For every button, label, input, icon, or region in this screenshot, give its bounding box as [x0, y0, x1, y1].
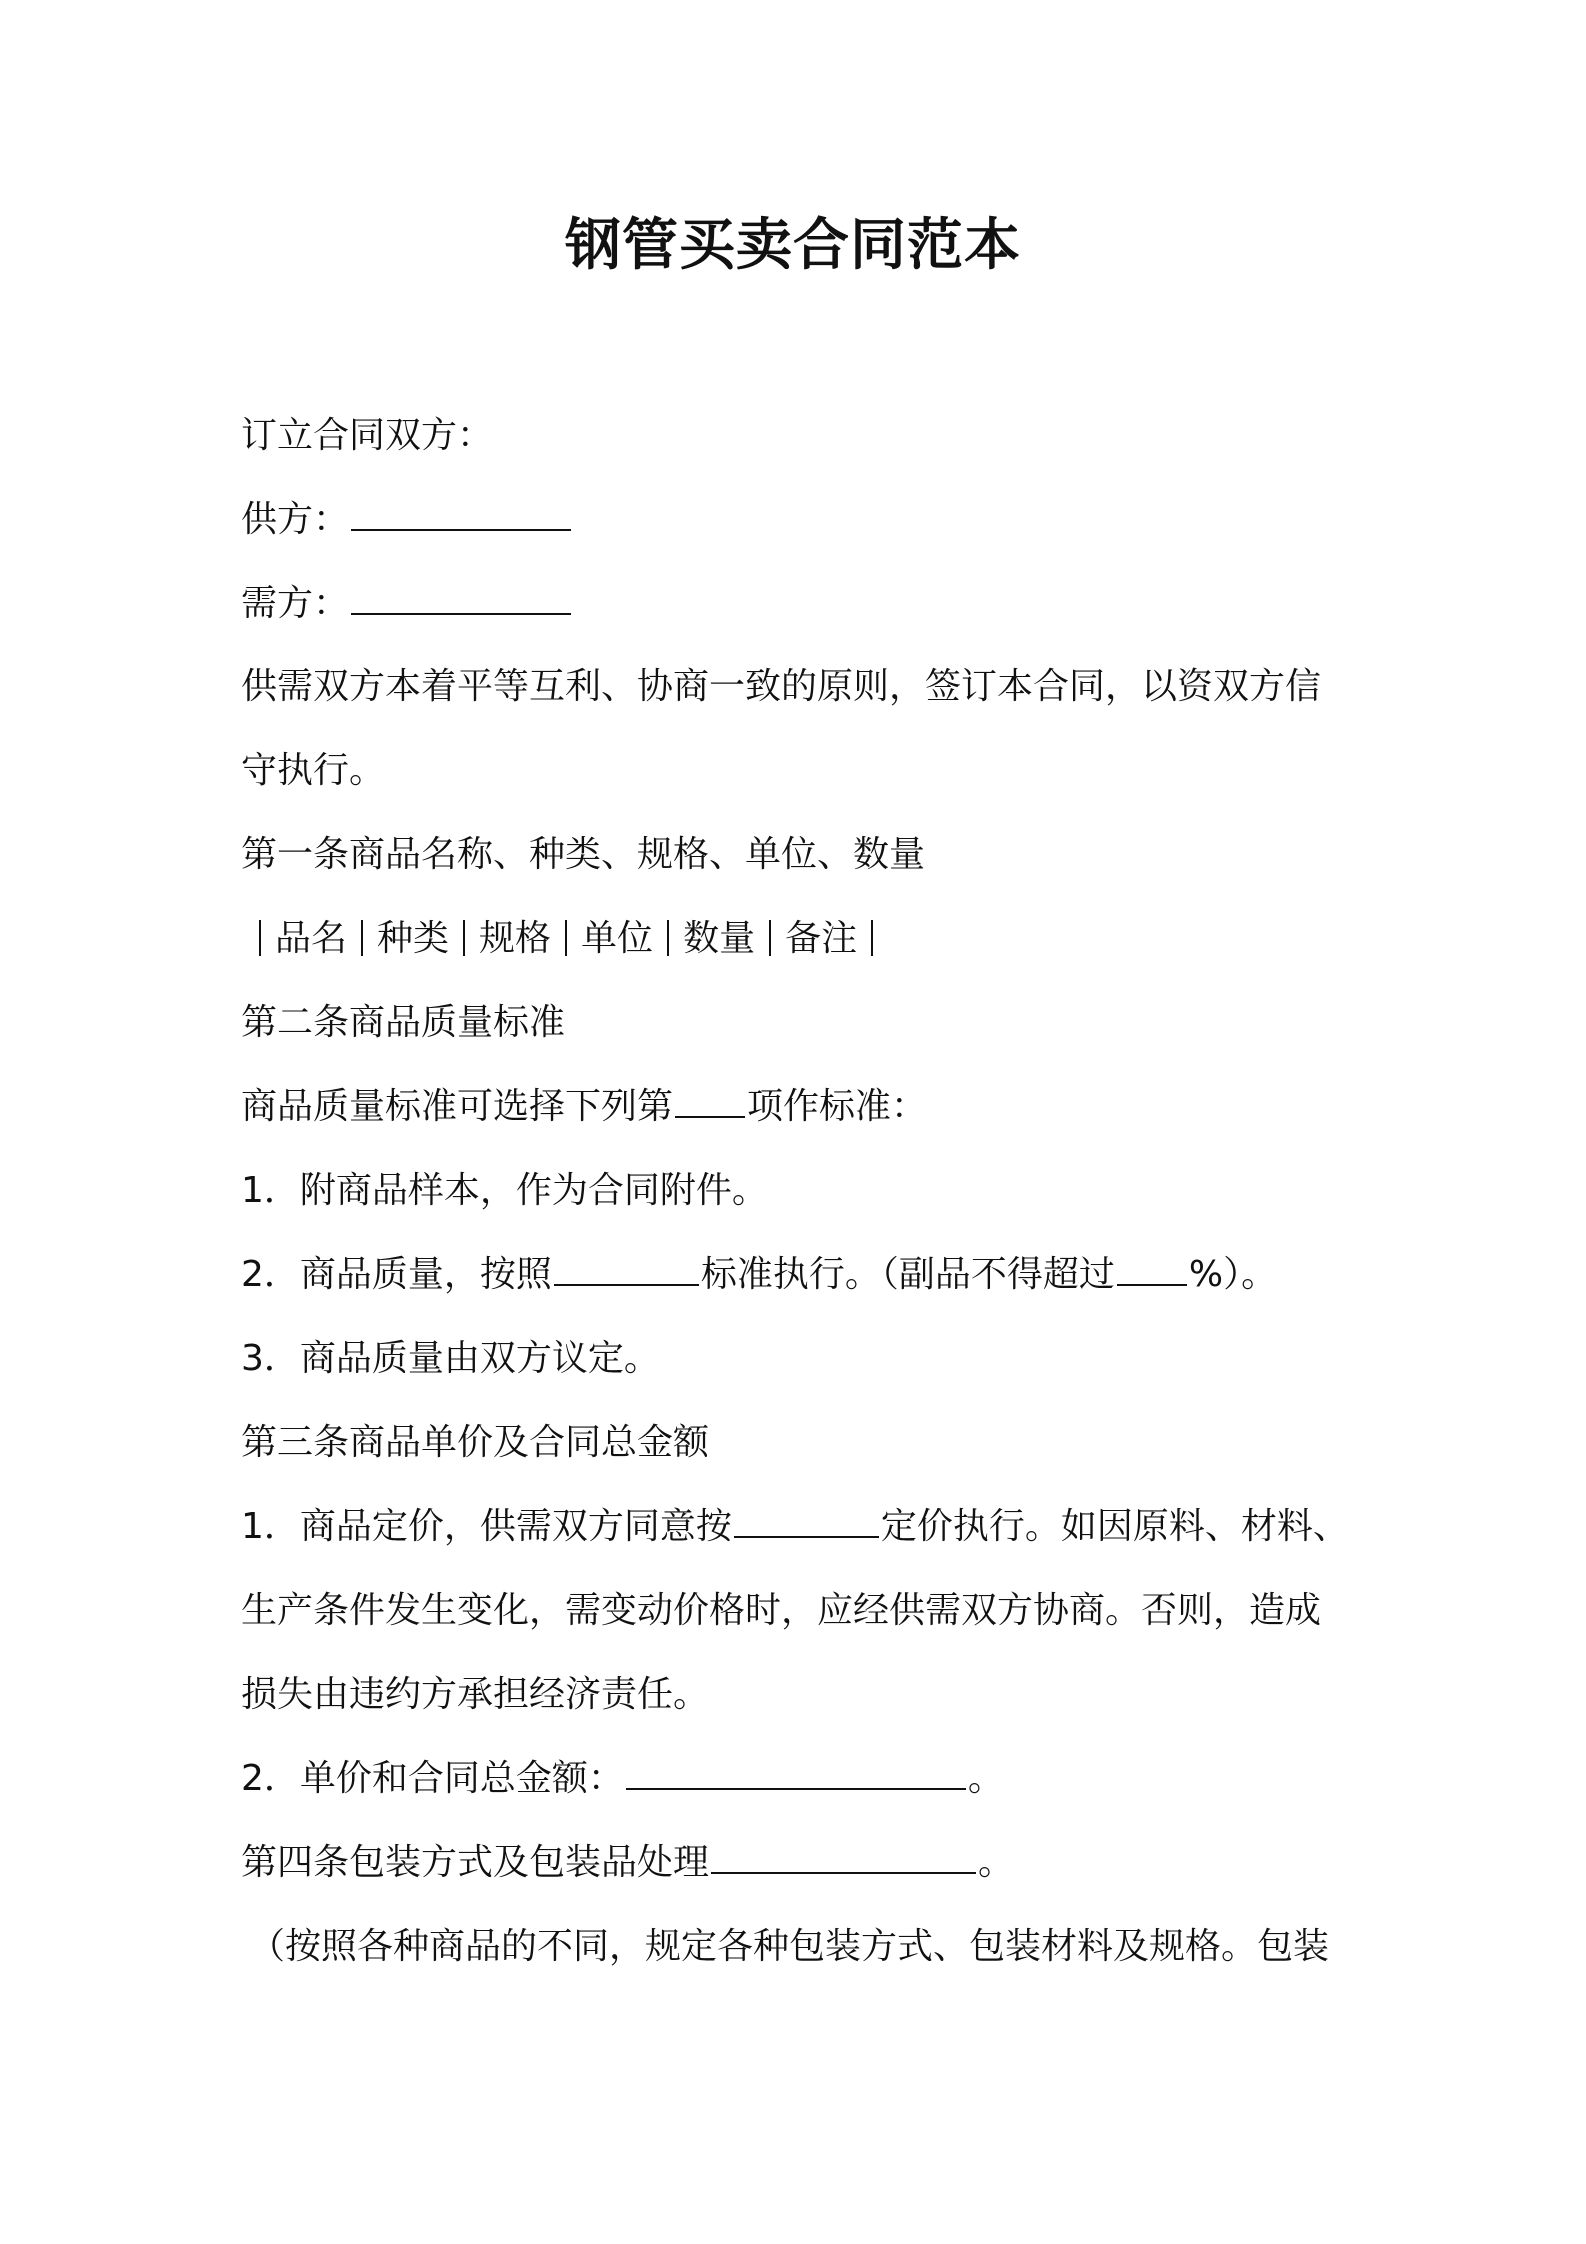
supplier-label: 供方：: [241, 499, 350, 540]
article4-heading-text: 第四条包装方式及包装品处理: [241, 1842, 710, 1883]
article4-heading-suffix: 。: [978, 1842, 1015, 1883]
table-divider: [769, 920, 771, 956]
article3-heading: 第三条商品单价及合同总金额: [241, 1422, 710, 1463]
table-header-cell: 数量: [683, 918, 756, 959]
parties-heading: 订立合同双方：: [241, 415, 494, 456]
standard-choice-blank: [675, 1082, 745, 1118]
packaging-blank: [711, 1838, 976, 1874]
supplier-line: [241, 490, 573, 550]
table-header-cell: 种类: [377, 918, 450, 959]
quality-standard-blank: [554, 1250, 699, 1286]
buyer-blank: [351, 579, 571, 615]
defect-percent-blank: [1117, 1250, 1187, 1286]
article2-item-1: 1．附商品样本，作为合同附件。: [241, 1170, 768, 1211]
table-divider: [463, 920, 465, 956]
article3-item1-line-2: 生产条件发生变化，需变动价格时，应经供需双方协商。否则，造成: [241, 1590, 1322, 1631]
table-header-cell: 品名: [275, 918, 348, 959]
article4-heading: [241, 1833, 1014, 1893]
article3-item-1: [241, 1497, 1349, 1557]
intro-line-2: 守执行。: [241, 750, 386, 791]
total-amount-blank: [626, 1754, 966, 1790]
article2-item2-middle: 标准执行。（副品不得超过: [700, 1254, 1115, 1295]
table-divider: [667, 920, 669, 956]
article3-item1-text: 1．商品定价，供需双方同意按: [241, 1506, 732, 1547]
article3-item1-line-3: 损失由违约方承担经济责任。: [241, 1674, 710, 1715]
article3-item2-suffix: 。: [967, 1758, 1004, 1799]
pricing-basis-blank: [734, 1502, 879, 1538]
table-divider: [361, 920, 363, 956]
article2-item2-text: 2．商品质量，按照: [241, 1254, 552, 1295]
article2-intro-suffix: 项作标准：: [747, 1086, 928, 1127]
article3-item-2: [241, 1749, 1004, 1809]
article2-item2-suffix: %）。: [1188, 1254, 1278, 1295]
article2-heading: 第二条商品质量标准: [241, 1002, 566, 1043]
supplier-blank: [351, 495, 571, 531]
article4-note: （按照各种商品的不同，规定各种包装方式、包装材料及规格。包装: [249, 1926, 1330, 1967]
article2-item-2: [241, 1245, 1277, 1305]
article1-heading: 第一条商品名称、种类、规格、单位、数量: [241, 834, 926, 875]
table-header-cell: 备注: [785, 918, 858, 959]
product-table-header: [245, 909, 887, 969]
table-divider: [565, 920, 567, 956]
intro-line-1: 供需双方本着平等互利、协商一致的原则，签订本合同，以资双方信: [241, 666, 1322, 707]
buyer-label: 需方：: [241, 583, 350, 624]
article3-item2-text: 2．单价和合同总金额：: [241, 1758, 624, 1799]
table-divider: [871, 920, 873, 956]
table-header-cell: 规格: [479, 918, 552, 959]
article2-item-3: 3．商品质量由双方议定。: [241, 1338, 660, 1379]
document-title: 钢管买卖合同范本: [565, 213, 1021, 278]
article3-item1-suffix: 定价执行。如因原料、材料、: [880, 1506, 1349, 1547]
article2-intro-text: 商品质量标准可选择下列第: [241, 1086, 674, 1127]
article2-intro: [241, 1077, 927, 1137]
table-header-cell: 单位: [581, 918, 654, 959]
buyer-line: [241, 574, 573, 634]
table-divider: [259, 920, 261, 956]
